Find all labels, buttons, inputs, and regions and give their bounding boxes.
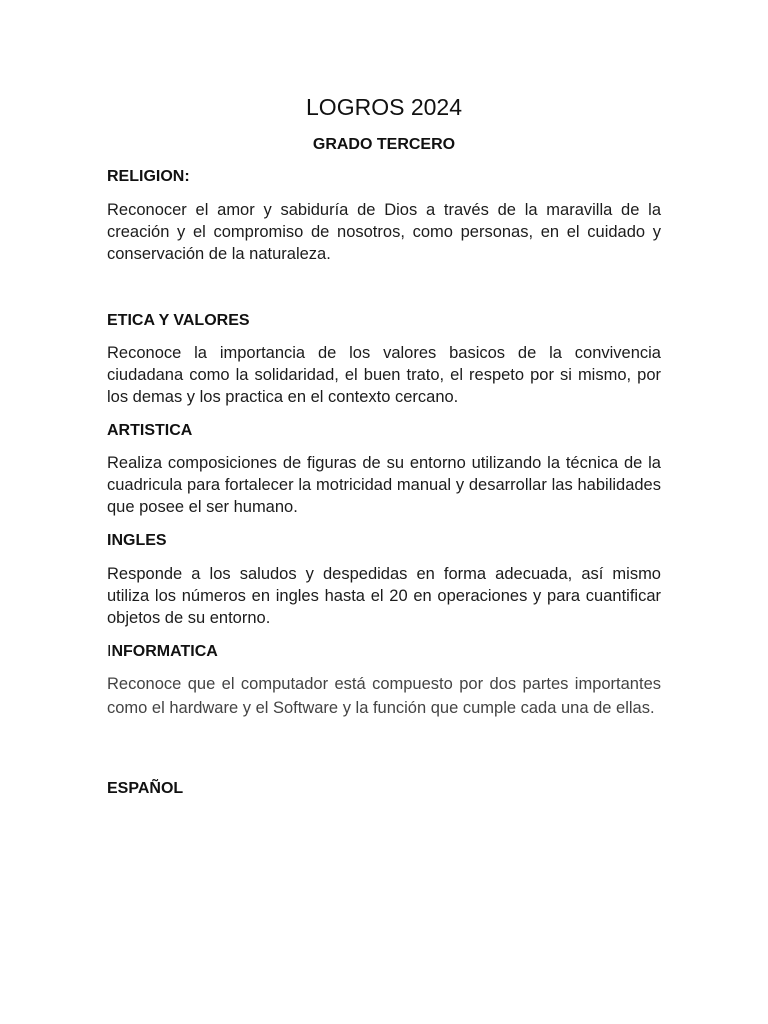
heading-rest-letters: NFORMATICA	[111, 643, 218, 660]
section-body-informatica: Reconoce que el computador está compuesto por dos partes importantes como el hardware y el Software y la función que cumple cada una de ellas.	[107, 675, 661, 717]
section-body-religion: Reconocer el amor y sabiduría de Dios a través de la maravilla de la creación y el compromiso de nosotros, como personas, en el cuidado y conservación de la naturaleza.	[107, 201, 661, 263]
section-heading-espanol: ESPAÑOL	[107, 780, 184, 797]
section-heading-religion: RELIGION:	[107, 168, 190, 185]
section-body-artistica: Realiza composiciones de figuras de su entorno utilizando la técnica de la cuadricula para fortalecer la motricidad manual y desarrollar las habilidades que posee el ser humano.	[107, 454, 661, 516]
section-heading-artistica: ARTISTICA	[107, 422, 193, 439]
section-heading-ingles: INGLES	[107, 532, 167, 549]
document-title: LOGROS 2024	[306, 94, 462, 120]
section-body-ingles: Responde a los saludos y despedidas en forma adecuada, así mismo utiliza los números en ingles hasta el 20 en operaciones y para cuantificar objetos de su entorno.	[107, 565, 661, 627]
section-heading-informatica	[107, 641, 218, 663]
section-body-etica: Reconoce la importancia de los valores basicos de la convivencia ciudadana como la solidaridad, el buen trato, el respeto por si mismo, por los demas y los practica en el contexto cercano.	[107, 344, 661, 406]
document-subtitle: GRADO TERCERO	[312, 136, 456, 153]
section-heading-etica: ETICA Y VALORES	[107, 312, 250, 329]
heading-initial-letter: I	[107, 643, 112, 660]
